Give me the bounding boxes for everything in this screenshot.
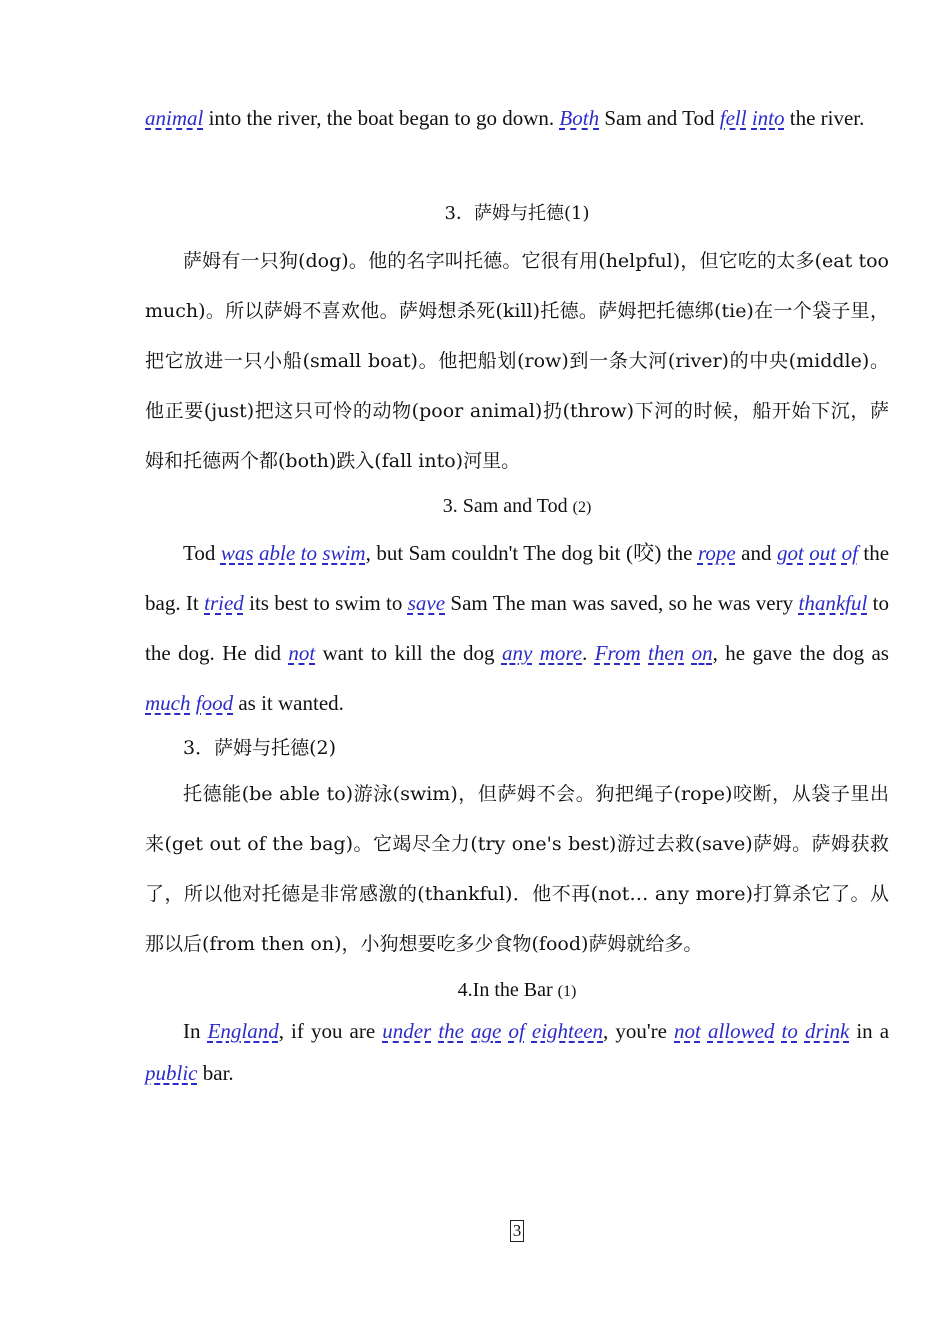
answer-word: into [751, 106, 785, 130]
answer-word: tried [204, 591, 244, 615]
text-run: and [735, 541, 777, 565]
answer-word: public [145, 1061, 198, 1085]
heading-separator: ． [455, 203, 474, 224]
answer-word: was [220, 541, 254, 565]
chinese-translation-paragraph: 托德能(be able to)游泳(swim)，但萨姆不会。狗把绳子(rope)咬断，从袋子里出来(get out of the bag)。它竭尽全力(try one's best)游过去救(save)萨姆。萨姆获救了，所以他对托德是非常感激的(thankful)．他不再(not… any more)打算杀它了。从那以后(from then on)，小狗想要吃多少食物(food)萨姆就给多。 [145, 783, 889, 955]
answer-word: allowed [707, 1019, 775, 1043]
text-run: . [582, 641, 595, 665]
heading-part: (2) [572, 499, 592, 516]
text-run: bar. [197, 1061, 234, 1085]
text-run: to the dog. He did [145, 591, 889, 665]
answer-word: fell [719, 106, 747, 130]
section-heading [145, 494, 889, 520]
text-run: as it wanted. [233, 691, 344, 715]
heading-title: 萨姆与托德(2) [214, 737, 337, 759]
answer-word: animal [145, 106, 204, 130]
answer-word: able [258, 541, 296, 565]
heading-title: 3. Sam and Tod [442, 495, 568, 517]
answer-word: not [674, 1019, 701, 1043]
text-run: , if you are [278, 1019, 383, 1043]
text-run: its best to swim to [243, 591, 408, 615]
answer-word: out [809, 541, 837, 565]
answer-word: to [300, 541, 317, 565]
answer-word: got [776, 541, 804, 565]
answer-word: to [781, 1019, 798, 1043]
answer-word: food [195, 691, 234, 715]
text-run: Sam and Tod [599, 106, 720, 130]
heading-number: 3 [444, 203, 456, 224]
chinese-translation-paragraph: 萨姆有一只狗(dog)。他的名字叫托德。它很有用(helpful)，但它吃的太多(eat too much)。所以萨姆不喜欢他。萨姆想杀死(kill)托德。萨姆把托德绑(tie)在一个袋子里，把它放进一只小船(small boat)。他把船划(row)到一条大河(river)的中央(middle)。他正要(just)把这只可怜的动物(poor animal)扔(throw)下河的时候，船开始下沉，萨姆和托德两个都(both)跌入(fall into)河里。 [145, 250, 889, 472]
answer-word: rope [697, 541, 736, 565]
answer-word: any [501, 641, 533, 665]
text-run: , you're [603, 1019, 675, 1043]
answer-word: under [382, 1019, 432, 1043]
answer-word: England [207, 1019, 279, 1043]
text-run: , he gave the dog as [712, 641, 889, 665]
text-run: into the river, the boat began to go down. [203, 106, 560, 130]
answer-word: eighteen [531, 1019, 604, 1043]
answer-word: more [539, 641, 583, 665]
answer-word: then [648, 641, 685, 665]
section-heading [145, 723, 889, 773]
answer-word: not [288, 641, 316, 665]
answer-word: thankful [798, 591, 868, 615]
heading-part: (1) [557, 983, 577, 1000]
section-heading [145, 202, 889, 226]
text-run: Tod [183, 541, 221, 565]
answer-word: the [438, 1019, 464, 1043]
answer-word: on [691, 641, 713, 665]
text-run: in a [849, 1019, 890, 1043]
answer-word: Both [559, 106, 600, 130]
section-heading [145, 978, 889, 1004]
text-run: the bag. It [145, 541, 890, 615]
text-run: In [183, 1019, 208, 1043]
text-run: Sam The man was saved, so he was very [445, 591, 799, 615]
answer-word: of [841, 541, 858, 565]
paragraph-continuation [145, 93, 889, 143]
page-number: 3 [510, 1220, 524, 1242]
answer-word: drink [804, 1019, 850, 1043]
english-paragraph [145, 528, 889, 728]
answer-word: much [145, 691, 191, 715]
text-run: , but Sam couldn't The dog bit (咬) the [365, 541, 698, 565]
answer-word: swim [322, 541, 366, 565]
answer-word: age [471, 1019, 502, 1043]
answer-word: From [594, 641, 641, 665]
heading-number: 3 [183, 737, 196, 759]
heading-separator: ． [195, 737, 215, 759]
heading-title: 萨姆与托德(1) [473, 203, 590, 224]
english-paragraph [145, 1010, 889, 1094]
text-run: the river. [784, 106, 865, 130]
text-run: want to kill the dog [315, 641, 502, 665]
answer-word: save [407, 591, 446, 615]
answer-word: of [508, 1019, 525, 1043]
heading-title: 4.In the Bar [457, 979, 553, 1001]
